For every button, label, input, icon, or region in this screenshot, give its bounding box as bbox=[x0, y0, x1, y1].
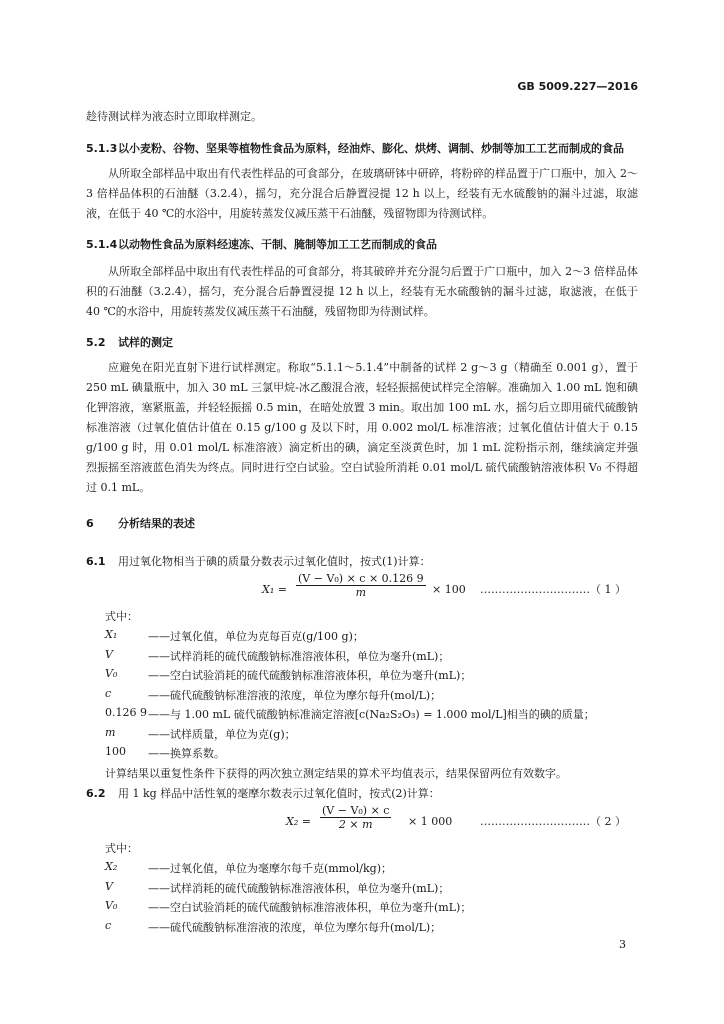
result-note: 计算结果以重复性条件下获得的两次独立测定结果的算术平均值表示，结果保留两位有效数字。 bbox=[105, 767, 567, 780]
formula-number: …………………………（ 1 ） bbox=[480, 583, 626, 596]
def-symbol: X₁ bbox=[105, 628, 118, 641]
section-number: 6.1 bbox=[86, 555, 106, 568]
def-text: ——与 1.00 mL 硫代硫酸钠标准滴定溶液[c(Na₂S₂O₃) = 1.000 mol/L]相当的碘的质量； bbox=[148, 708, 595, 721]
clause-text: 用过氧化物相当于碘的质量分数表示过氧化值时，按式(1)计算： bbox=[118, 555, 431, 568]
section-number: 6.2 bbox=[86, 787, 106, 800]
def-symbol: c bbox=[105, 687, 112, 700]
formula-numerator: (V − V₀) × c × 0.126 9 bbox=[298, 572, 424, 585]
def-symbol: V bbox=[105, 880, 113, 893]
formula-lhs: X₂ = bbox=[286, 815, 311, 828]
clause-6-1 bbox=[86, 553, 431, 571]
clause-text: 用 1 kg 样品中活性氧的毫摩尔数表示过氧化值时，按式(2)计算： bbox=[118, 787, 440, 800]
heading-6 bbox=[86, 515, 195, 531]
section-title: 试样的测定 bbox=[118, 336, 173, 349]
formula-denominator: m bbox=[355, 586, 367, 599]
section-title: 以动物性食品为原料经速冻、干制、腌制等加工工艺而制成的食品 bbox=[118, 238, 437, 251]
paragraph-5-1-3: 从所取全部样品中取出有代表性样品的可食部分，在玻璃研钵中研碎，将粉碎的样品置于广口瓶中，加入 2～3 倍样品体积的石油醚（3.2.4），摇匀，充分混合后静置浸提 12 h 以上，经装有无水硫酸钠的漏斗过滤，取滤液，在低于 40 ℃的水浴中，用旋转蒸发仪减压蒸干石油醚，残留物即为待测试样。 bbox=[86, 167, 638, 220]
def-symbol: m bbox=[105, 726, 116, 739]
formula-denominator: 2 × m bbox=[338, 818, 373, 831]
section-number: 6 bbox=[86, 517, 94, 530]
standard-number: GB 5009.227—2016 bbox=[517, 80, 638, 93]
section-title: 分析结果的表述 bbox=[118, 517, 195, 530]
intro-line: 趁待测试样为液态时立即取样测定。 bbox=[86, 110, 262, 123]
formula-numerator: (V − V₀) × c bbox=[322, 804, 390, 817]
def-text: ——试样质量，单位为克(g)； bbox=[148, 728, 296, 741]
def-text: ——硫代硫酸钠标准溶液的浓度，单位为摩尔每升(mol/L)； bbox=[148, 689, 442, 702]
formula-number: …………………………（ 2 ） bbox=[480, 815, 626, 828]
def-text: ——空白试验消耗的硫代硫酸钠标准溶液体积，单位为毫升(mL)； bbox=[148, 669, 472, 682]
paragraph-5-1-4: 从所取全部样品中取出有代表性样品的可食部分，将其破碎并充分混匀后置于广口瓶中，加入 2～3 倍样品体积的石油醚（3.2.4），摇匀，充分混合后静置浸提 12 h 以上，经装有无水硫酸钠的漏斗过滤，取滤液，在低于 40 ℃的水浴中，用旋转蒸发仪减压蒸干石油醚，残留物即为待测试样。 bbox=[86, 265, 638, 318]
def-text: ——过氧化值，单位为毫摩尔每千克(mmol/kg)； bbox=[148, 862, 392, 875]
where-label: 式中： bbox=[105, 842, 138, 855]
def-text: ——换算系数。 bbox=[148, 747, 225, 760]
formula-rhs: × 100 bbox=[432, 583, 466, 596]
def-text: ——试样消耗的硫代硫酸钠标准溶液体积，单位为毫升(mL)； bbox=[148, 650, 450, 663]
page-number: 3 bbox=[619, 938, 626, 951]
paragraph-5-2: 应避免在阳光直射下进行试样测定。称取“5.1.1～5.1.4”中制备的试样 2 g～3 g（精确至 0.001 g），置于 250 mL 碘量瓶中，加入 30 mL 三氯甲烷-冰乙酸混合液，轻轻振摇使试样完全溶解。准确加入 1.00 mL 饱和碘化钾溶液，塞紧瓶盖，并轻轻振摇 0.5 min，在暗处放置 3 min。取出加 100 mL 水，摇匀后立即用硫代硫酸钠标准溶液（过氧化值估计值在 0.15 g/100 g 及以下时，用 0.002 mol/L 标准溶液；过氧化值估计值大于 0.15 g/100 g 时，用 0.01 mol/L 标准溶液）滴定析出的碘，滴定至淡黄色时，加 1 mL 淀粉指示剂，继续滴定并强烈振摇至溶液蓝色消失为终点。同时进行空白试验。空白试验所消耗 0.01 mol/L 硫代硫酸钠溶液体积 V₀ 不得超过 0.1 mL。 bbox=[86, 361, 638, 494]
def-text: ——试样消耗的硫代硫酸钠标准溶液体积，单位为毫升(mL)； bbox=[148, 882, 450, 895]
def-text: ——过氧化值，单位为克每百克(g/100 g)； bbox=[148, 630, 364, 643]
def-text: ——硫代硫酸钠标准溶液的浓度，单位为摩尔每升(mol/L)； bbox=[148, 921, 442, 934]
clause-6-2 bbox=[86, 785, 440, 803]
def-symbol: c bbox=[105, 919, 112, 932]
formula-rhs: × 1 000 bbox=[408, 815, 453, 828]
section-number: 5.1.3 bbox=[86, 142, 118, 155]
def-text: ——空白试验消耗的硫代硫酸钠标准溶液体积，单位为毫升(mL)； bbox=[148, 901, 472, 914]
def-symbol: 100 bbox=[105, 745, 126, 758]
formula-fraction bbox=[320, 804, 391, 831]
def-symbol: V₀ bbox=[105, 667, 118, 680]
where-label: 式中： bbox=[105, 610, 138, 623]
formula-lhs: X₁ = bbox=[262, 583, 287, 596]
section-title: 以小麦粉、谷物、坚果等植物性食品为原料，经油炸、膨化、烘烤、调制、炒制等加工工艺而制成的食品 bbox=[118, 142, 624, 155]
def-symbol: 0.126 9 bbox=[105, 706, 147, 719]
heading-5-2 bbox=[86, 334, 173, 350]
heading-5-1-3 bbox=[86, 140, 624, 156]
section-number: 5.1.4 bbox=[86, 238, 118, 251]
heading-5-1-4 bbox=[86, 236, 437, 252]
def-symbol: V₀ bbox=[105, 899, 118, 912]
def-symbol: X₂ bbox=[105, 860, 118, 873]
section-number: 5.2 bbox=[86, 336, 106, 349]
def-symbol: V bbox=[105, 648, 113, 661]
formula-fraction bbox=[296, 572, 426, 599]
